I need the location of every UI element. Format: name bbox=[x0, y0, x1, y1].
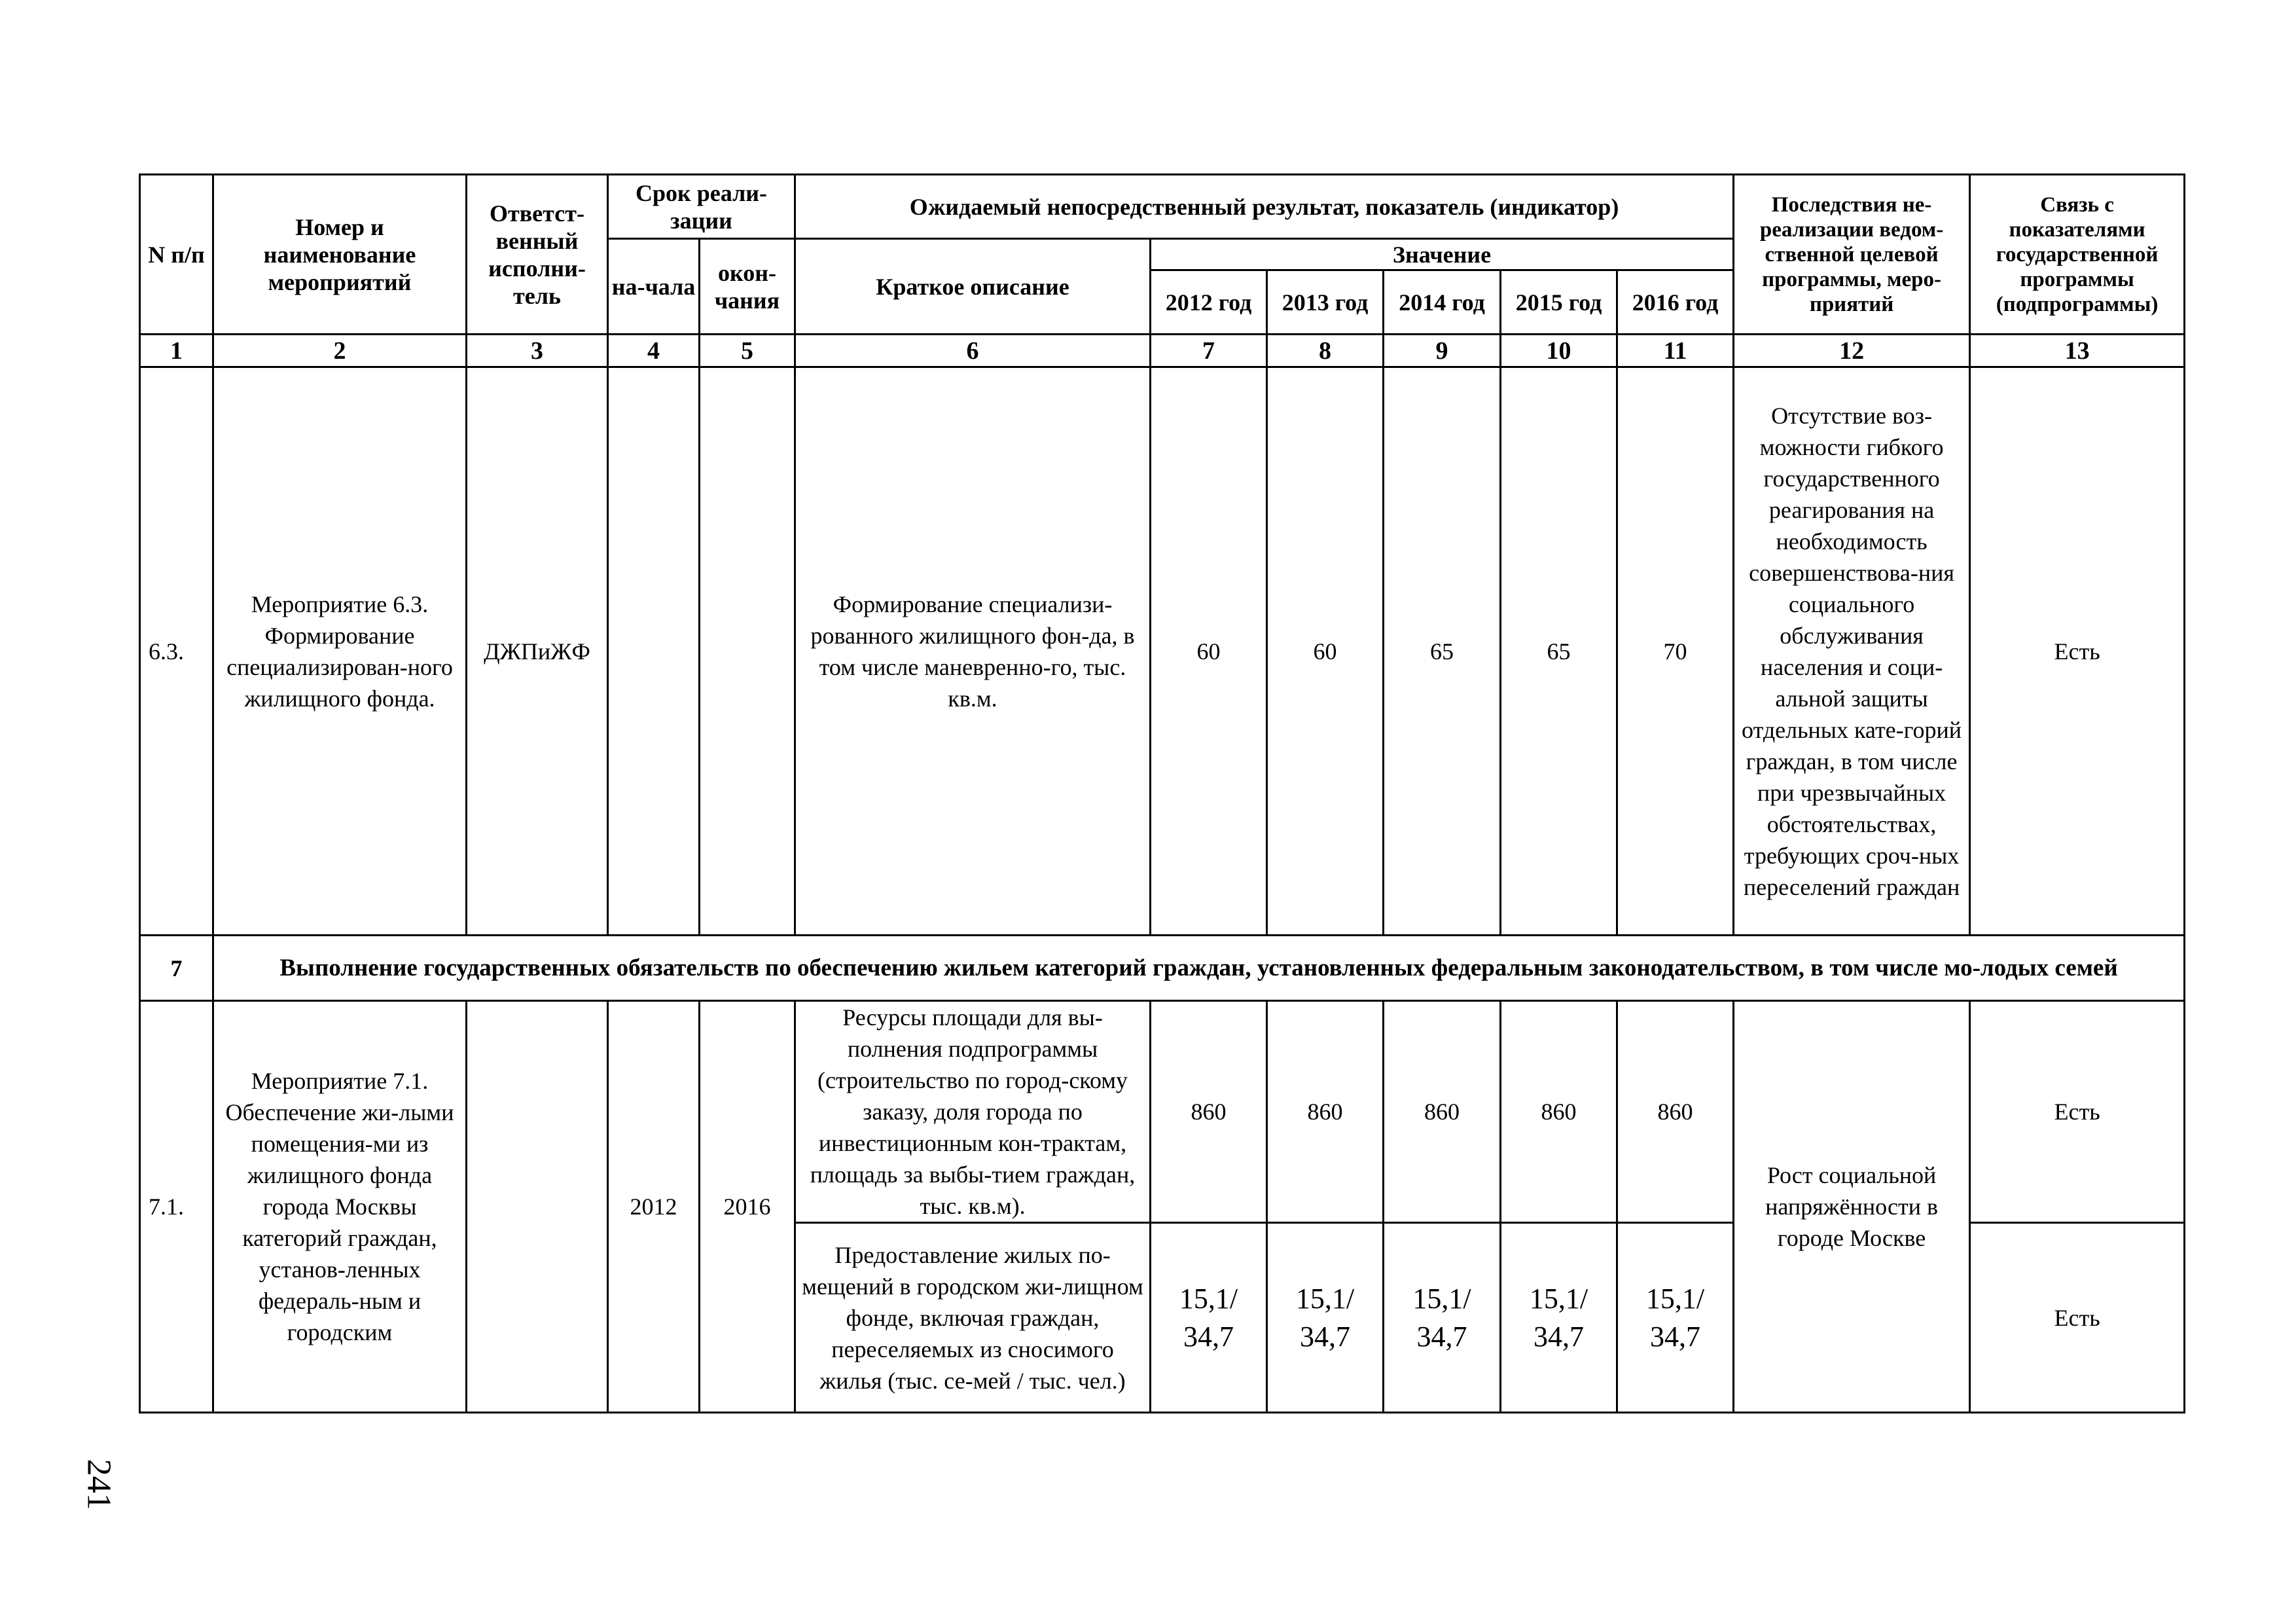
term-start: 2012 bbox=[608, 1001, 700, 1413]
measure-name: Мероприятие 7.1. Обеспечение жи-лыми помещения-ми из жилищного фонда города Москвы категорий граждан, установ-ленных федераль-ным и городским bbox=[213, 1001, 467, 1413]
column-number: 10 bbox=[1501, 335, 1617, 367]
header-year: 2013 год bbox=[1267, 270, 1384, 335]
column-number: 9 bbox=[1384, 335, 1501, 367]
row-number: 6.3. bbox=[140, 367, 213, 936]
value-2013: 15,1/ 34,7 bbox=[1267, 1223, 1384, 1413]
header-start: на-чала bbox=[608, 239, 700, 335]
value-2013: 860 bbox=[1267, 1001, 1384, 1223]
value-2012: 15,1/ 34,7 bbox=[1151, 1223, 1267, 1413]
consequences: Отсутствие воз-можности гибкого государственного реагирования на необходимость совершенствова-ния социального обслуживания населения и соци-альной защиты отдельных кате-горий граждан, в том числе при чрезвычайных обстоятельствах, требующих сроч-ных переселений граждан bbox=[1734, 367, 1970, 936]
header-name: Номер и наименование мероприятий bbox=[213, 175, 467, 335]
value-2014: 65 bbox=[1384, 367, 1501, 936]
header-consequences: Последствия не-реализации ведом-ственной целевой программы, меро-приятий bbox=[1734, 175, 1970, 335]
column-number: 3 bbox=[467, 335, 608, 367]
page-number: 241 bbox=[80, 1459, 118, 1510]
executor bbox=[467, 1001, 608, 1413]
header-num: N п/п bbox=[140, 175, 213, 335]
column-number: 7 bbox=[1151, 335, 1267, 367]
column-number: 12 bbox=[1734, 335, 1970, 367]
value-2015: 65 bbox=[1501, 367, 1617, 936]
header-end: окон-чания bbox=[700, 239, 795, 335]
column-number: 1 bbox=[140, 335, 213, 367]
column-number: 8 bbox=[1267, 335, 1384, 367]
header-executor: Ответст-венный исполни-тель bbox=[467, 175, 608, 335]
table-row bbox=[140, 367, 2185, 936]
header-year: 2014 год bbox=[1384, 270, 1501, 335]
column-number: 13 bbox=[1970, 335, 2185, 367]
program-link: Есть bbox=[1970, 367, 2185, 936]
header-link: Связь с показателями государственной программы (подпрограммы) bbox=[1970, 175, 2185, 335]
column-number: 4 bbox=[608, 335, 700, 367]
indicator-description: Предоставление жилых по-мещений в городском жи-лищном фонде, включая граждан, переселяемых из сносимого жилья (тыс. се-мей / тыс. чел.) bbox=[795, 1223, 1151, 1413]
term-start bbox=[608, 367, 700, 936]
column-number: 2 bbox=[213, 335, 467, 367]
indicator-description: Формирование специализи-рованного жилищного фон-да, в том числе маневренно-го, тыс. кв.м. bbox=[795, 367, 1151, 936]
value-2016: 70 bbox=[1617, 367, 1734, 936]
indicator-description: Ресурсы площади для вы-полнения подпрограммы (строительство по город-скому заказу, доля города по инвестиционным кон-трактам, площадь за выбы-тием граждан, тыс. кв.м). bbox=[795, 1001, 1151, 1223]
value-2015: 15,1/ 34,7 bbox=[1501, 1223, 1617, 1413]
header-value: Значение bbox=[1151, 239, 1734, 270]
executor: ДЖПиЖФ bbox=[467, 367, 608, 936]
section-row bbox=[140, 936, 2185, 1001]
table-row bbox=[140, 1001, 2185, 1223]
program-measures-table bbox=[139, 173, 2185, 1413]
value-2012: 60 bbox=[1151, 367, 1267, 936]
header-term: Срок реали-зации bbox=[608, 175, 795, 239]
header-year: 2016 год bbox=[1617, 270, 1734, 335]
value-2015: 860 bbox=[1501, 1001, 1617, 1223]
header-result: Ожидаемый непосредственный результат, показатель (индикатор) bbox=[795, 175, 1734, 239]
program-link: Есть bbox=[1970, 1001, 2185, 1223]
column-number: 11 bbox=[1617, 335, 1734, 367]
header-year: 2015 год bbox=[1501, 270, 1617, 335]
consequences: Рост социальной напряжённости в городе Москве bbox=[1734, 1001, 1970, 1413]
column-number: 5 bbox=[700, 335, 795, 367]
value-2012: 860 bbox=[1151, 1001, 1267, 1223]
value-2016: 860 bbox=[1617, 1001, 1734, 1223]
value-2014: 860 bbox=[1384, 1001, 1501, 1223]
term-end: 2016 bbox=[700, 1001, 795, 1413]
header-year: 2012 год bbox=[1151, 270, 1267, 335]
value-2013: 60 bbox=[1267, 367, 1384, 936]
row-number: 7.1. bbox=[140, 1001, 213, 1413]
program-link: Есть bbox=[1970, 1223, 2185, 1413]
term-end bbox=[700, 367, 795, 936]
section-title: Выполнение государственных обязательств по обеспечению жильем категорий граждан, установленных федеральным законодательством, в том числе мо-лодых семей bbox=[213, 936, 2185, 1001]
header-description: Краткое описание bbox=[795, 239, 1151, 335]
value-2016: 15,1/ 34,7 bbox=[1617, 1223, 1734, 1413]
column-number: 6 bbox=[795, 335, 1151, 367]
measure-name: Мероприятие 6.3. Формирование специализирован-ного жилищного фонда. bbox=[213, 367, 467, 936]
column-number-row bbox=[140, 335, 2185, 367]
section-number: 7 bbox=[140, 936, 213, 1001]
value-2014: 15,1/ 34,7 bbox=[1384, 1223, 1501, 1413]
